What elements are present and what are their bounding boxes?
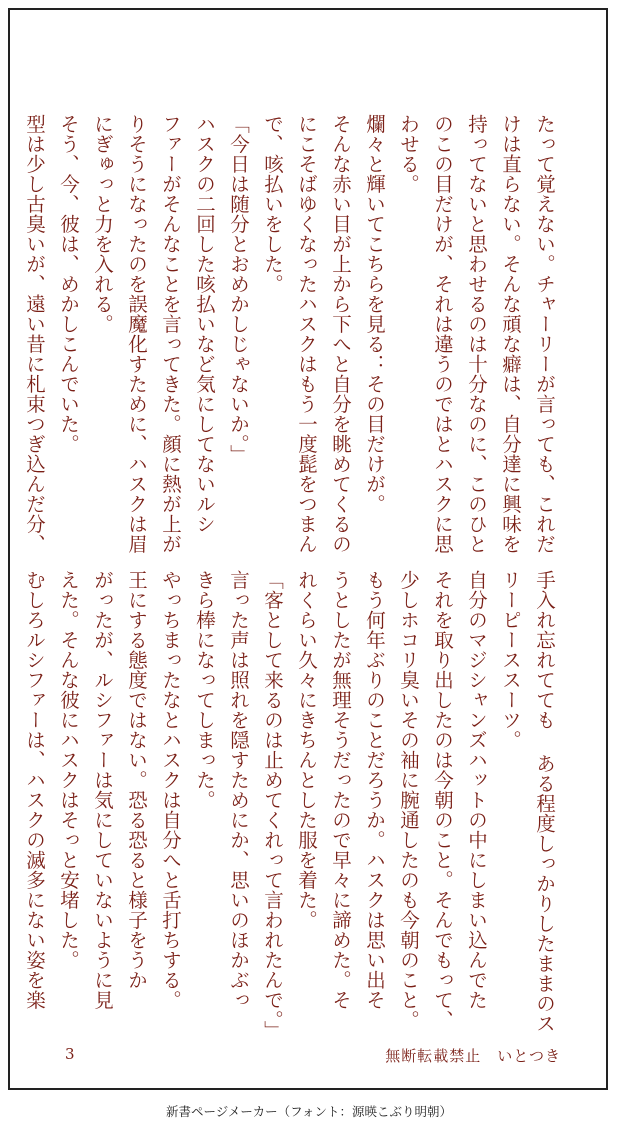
text-line: 持ってないと思わせるのは十分なのに、このひと [465, 114, 488, 554]
page-frame [8, 8, 608, 1090]
text-line: にぎゅっと力を入れる。 [91, 114, 114, 334]
text-line: ファーがそんなことを言ってきた。顔に熱が上が [159, 114, 182, 554]
text-line: 少しホコリ臭いその袖に腕通したのも今朝のこと。 [397, 570, 420, 1030]
text-line: 王にする態度ではない。恐る恐ると様子をうか [125, 570, 148, 990]
text-line: りそうになったのを誤魔化すために、ハスクは眉 [125, 114, 148, 554]
text-line: そう、今、彼は、めかしこんでいた。 [57, 114, 80, 454]
text-line: むしろルシファーは、ハスクの滅多にない姿を楽 [23, 570, 46, 1010]
text-line: わせる。 [397, 114, 420, 194]
text-line: 「客として来るのは止めてくれって言われたんで。」 [261, 570, 284, 1041]
page-number: 3 [65, 1045, 75, 1063]
tool-credit: 新書ページメーカー（フォント：源暎こぶり明朝） [165, 1104, 452, 1119]
text-line: やっちまったなとハスクは自分へと舌打ちする。 [159, 570, 182, 1010]
text-line: 手入れ忘れてても ある程度しっかりしたままのス [533, 570, 556, 1034]
text-line: 型は少し古臭いが、遠い昔に札束つぎ込んだ分、 [23, 114, 46, 554]
text-line: れくらい久々にきちんとした服を着た。 [295, 570, 318, 930]
text-line: のこの目だけが、それは違うのではとハスクに思 [431, 114, 454, 554]
text-line: がったが、ルシファーは気にしていないように見 [91, 570, 114, 1010]
text-line: リーピーススーツ。 [499, 570, 522, 750]
text-line: 爛々と輝いてこちらを見る：その目だけが。 [363, 114, 386, 514]
text-line: ハスクの二回した咳払いなど気にしてないルシ [193, 114, 216, 534]
lower-text-block [17, 570, 561, 1041]
text-line: 自分のマジシャンズハットの中にしまい込んでた [465, 570, 488, 1010]
text-line: で、咳払いをした。 [261, 114, 284, 294]
text-line: にこそばゆくなったハスクはもう一度髭をつまん [295, 114, 318, 554]
text-line: 「今日は随分とおめかしじゃないか。」 [227, 114, 250, 465]
text-line: そんな赤い目が上から下へと自分を眺めてくるの [329, 114, 352, 554]
text-line: もう何年ぶりのことだろうか。ハスクは思い出そ [363, 570, 386, 1010]
text-line: けは直らない。そんな頑な癖は、自分達に興味を [499, 114, 522, 554]
text-line: きら棒になってしまった。 [193, 570, 216, 810]
text-line: えた。そんな彼にハスクはそっと安堵した。 [57, 570, 80, 970]
text-line: たって覚えない。チャーリーが言っても、これだ [533, 114, 556, 554]
text-line: うとしたが無理そうだったので早々に諦めた。そ [329, 570, 352, 1010]
footer-credit: 無断転載禁止 いとつき [385, 1047, 561, 1065]
upper-text-block [17, 114, 561, 554]
text-line: それを取り出したのは今朝のこと。そんでもって、 [431, 570, 454, 1030]
text-line: 言った声は照れを隠すためにか、思いのほかぶっ [227, 570, 250, 1010]
